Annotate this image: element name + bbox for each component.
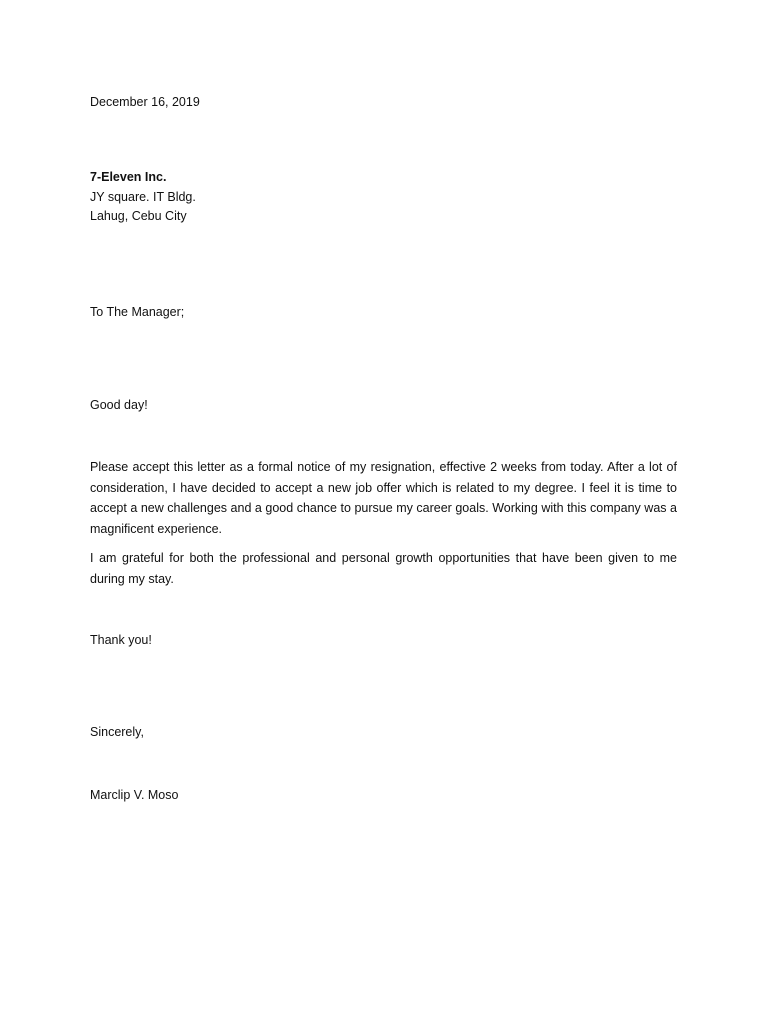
body-paragraph-1: Please accept this letter as a formal notice of my resignation, effective 2 weeks from today. After a lot of consideration, I have decided to accept a new job offer which is related to my degree. I feel it is time to accept a new challenges and a good chance to pursue my career goals. Working with this company was a magnificent experience.: [90, 460, 677, 536]
letter-date: December 16, 2019: [90, 95, 200, 109]
thanks-line: Thank you!: [90, 633, 152, 647]
closing: Sincerely,: [90, 725, 144, 739]
recipient-company: 7-Eleven Inc.: [90, 170, 167, 184]
recipient-address-line-2: Lahug, Cebu City: [90, 209, 187, 223]
body-paragraph-2: I am grateful for both the professional and personal growth opportunities that have been given to me during my stay.: [90, 551, 677, 586]
greeting: Good day!: [90, 398, 148, 412]
signature-name: Marclip V. Moso: [90, 788, 179, 802]
salutation: To The Manager;: [90, 305, 185, 319]
recipient-address-line-1: JY square. IT Bldg.: [90, 190, 196, 204]
